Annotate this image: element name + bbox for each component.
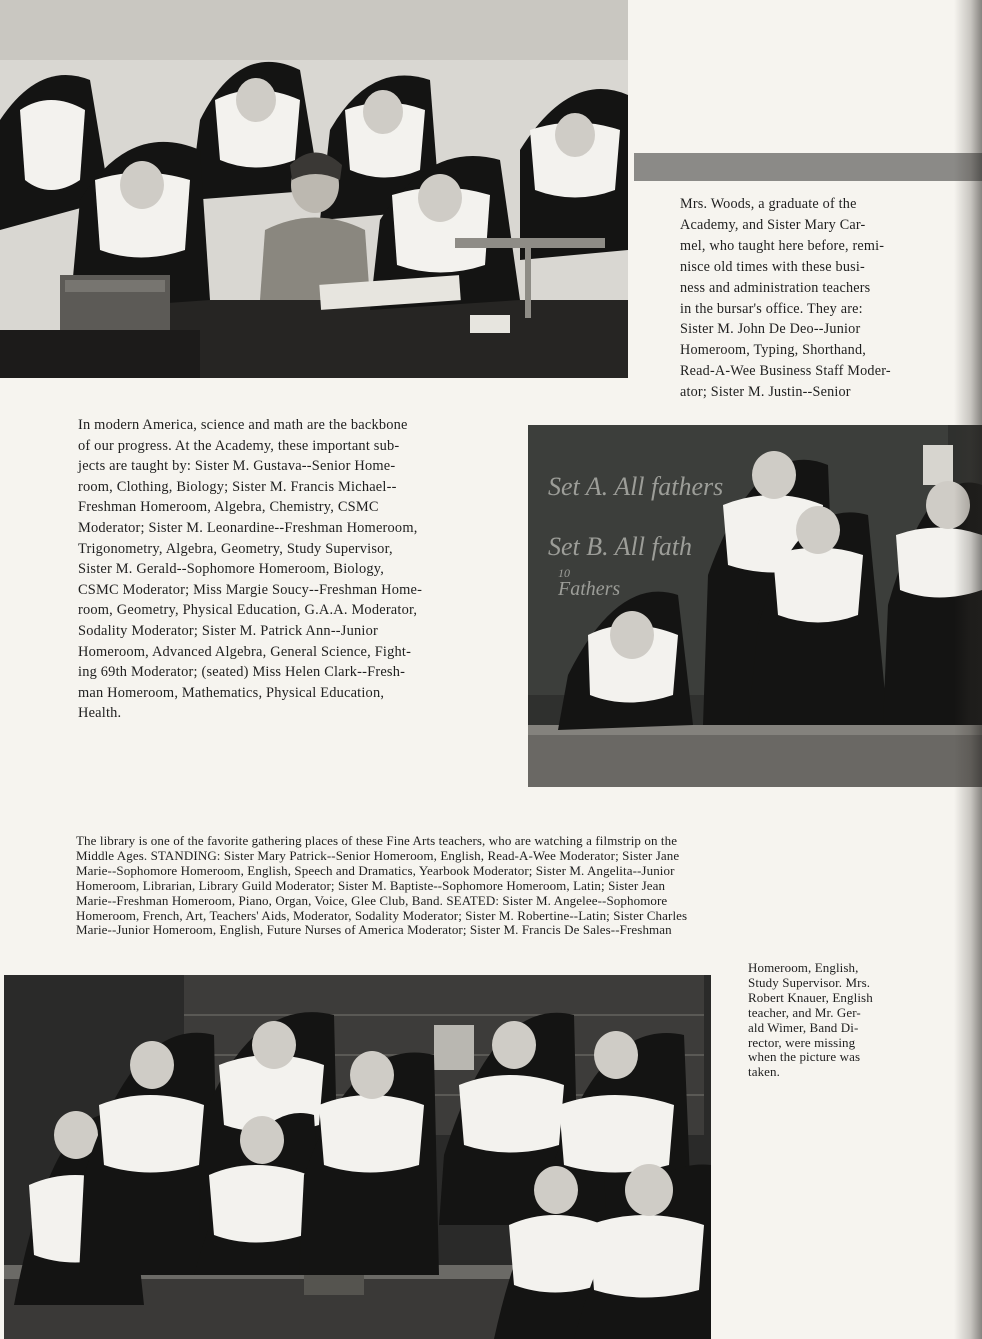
caption-bursar-office: Mrs. Woods, a graduate of the Academy, and Sister Mary Car- mel, who taught here before, remi- nisce old times with these busi- ness and administration teachers in the bursar's office. They are: Sister M. John De Deo--Junior Homeroom, Typing, Shorthand, Read-A-Wee Business Staff Moder- ator; Sister M. Justin--Senior [680,196,891,401]
photo-library-illustration [4,975,711,1339]
photo-science-math-teachers [528,425,982,787]
photo-science-illustration [528,425,982,787]
page-edge-shadow [954,0,982,1339]
chalk-line-1: Set A. All fathers [548,472,724,501]
caption-science-math: In modern America, science and math are the backbone of our progress. At the Academy, these important sub- jects are taught by: Sister M. Gustava--Senior Home- room, Clothing, Biology; Sister M. Francis Michael-- Freshman Homeroom, Algebra, Chemistry, CSMC Moderator; Sister M. Leonardine--Freshman Homeroom, Trigonometry, Algebra, Geometry, Study Supervisor, Sister M. Gerald--Sophomore Homeroom, Biology, CSMC Moderator; Miss Margie Soucy--Freshman Home- room, Geometry, Physical Education, G.A.A. Moderator, Sodality Moderator; Sister M. Patrick Ann--Junior Homeroom, Advanced Algebra, General Science, Fight- ing 69th Moderator; (seated) Miss Helen Clark--Fresh- man Homeroom, Mathematics, Physical Education, Health. [78,417,423,722]
chalk-line-3: Fathers [558,578,621,600]
photo-bursar-illustration [0,0,628,378]
chalk-mark: 10 [558,566,570,580]
photo-library-fine-arts-teachers [4,975,711,1339]
photo-bursar-office [0,0,628,378]
gray-accent-band [634,153,982,181]
chalk-line-2: Set B. All fath [548,532,692,561]
caption-library-continued: Homeroom, English, Study Supervisor. Mrs. Robert Knauer, English teacher, and Mr. Ger- ald Wimer, Band Di- rector, were missing when the picture was taken. [748,960,873,1080]
caption-library-fine-arts: The library is one of the favorite gathering places of these Fine Arts teachers, who are watching a filmstrip on the Middle Ages. STANDING: Sister Mary Patrick--Senior Homeroom, English, Read-A-Wee Moderator; Sister Jane Marie--Sophomore Homeroom, English, Speech and Dramatics, Yearbook Moderator; Sister M. Angelita--Junior Homeroom, Librarian, Library Guild Moderator; Sister M. Baptiste--Sophomore Homeroom, Latin; Sister Jean Marie--Freshman Homeroom, Piano, Organ, Voice, Glee Club, Band. SEATED: Sister M. Angelee--Sophomore Homeroom, French, Art, Teachers' Aids, Moderator, Sodality Moderator; Sister M. Robertine--Latin; Sister Charles Marie--Junior Homeroom, English, Future Nurses of America Moderator; Sister M. Francis De Sales--Freshman [76,833,688,938]
